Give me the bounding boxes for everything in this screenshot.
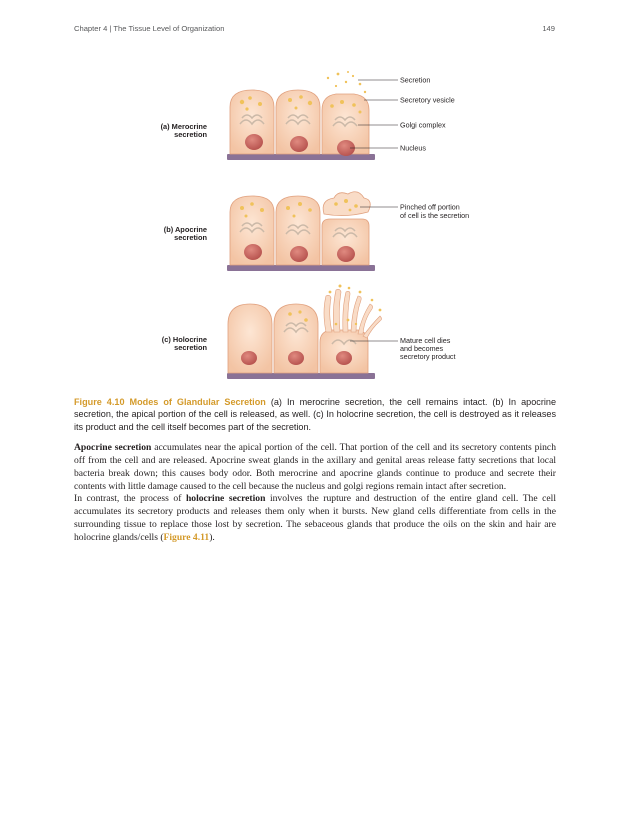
label-secretory-vesicle: Secretory vesicle [400, 95, 455, 105]
running-header: Chapter 4 | The Tissue Level of Organization [74, 24, 225, 33]
nucleus [337, 246, 355, 262]
panel-name: Merocrine [171, 122, 207, 131]
nucleus [290, 246, 308, 262]
cell [274, 304, 318, 373]
body-paragraph [74, 442, 556, 494]
panel-a-merocrine [161, 71, 455, 160]
basement-membrane [227, 373, 375, 379]
label-mature-2: and becomes [400, 344, 444, 353]
body-paragraph [74, 493, 556, 545]
figure-link[interactable]: Figure 4.11 [163, 531, 210, 543]
panel-word: secretion [174, 130, 207, 139]
panel-word: secretion [174, 343, 207, 352]
basement-membrane [227, 265, 375, 271]
cell [228, 304, 272, 373]
panel-letter: (a) [160, 122, 170, 131]
panel-letter: (b) [163, 225, 174, 234]
label-mature-3: secretory product [400, 352, 456, 361]
cell [320, 330, 368, 373]
paragraph-text: involves the rupture and destruction of the entire gland cell. The cell accumulates its secretory products and releases them only when it bursts. New gland cells differentiate from cells in the surrounding tissue to replace those lost by secretion. The sebaceous glands that produce the oils on the skin and hair are holocrine glands/cells ( [74, 493, 556, 543]
nucleus [241, 351, 257, 365]
label-pinched-off-2: of cell is the secretion [400, 211, 470, 220]
cell [230, 90, 274, 154]
nucleus [245, 134, 263, 150]
pinched-off-portion [323, 192, 370, 216]
paragraph-text: In contrast, the process of [74, 493, 186, 504]
figure-caption [74, 396, 556, 433]
glandular-secretion-figure [150, 62, 480, 392]
nucleus [244, 244, 262, 260]
panel-letter: (c) [161, 335, 171, 344]
panel-c-holocrine [162, 285, 456, 380]
panel-name: Apocrine [174, 225, 207, 234]
label-mature-1: Mature cell dies [400, 336, 451, 345]
nucleus [290, 136, 308, 152]
label-nucleus: Nucleus [400, 143, 426, 153]
cell [276, 90, 320, 154]
figure-caption-text: (a) In merocrine secretion, the cell remains intact. (b) In apocrine secretion, the apical portion of the cell is released, as well. (c) In holocrine secretion, the cell is destroyed as it releases its product and the cell itself becomes part of the secretion. [74, 397, 556, 432]
label-golgi-complex: Golgi complex [400, 120, 446, 130]
term-apocrine: Apocrine secretion [74, 442, 152, 453]
panel-word: secretion [174, 233, 207, 242]
basement-membrane [227, 154, 375, 160]
secretion-droplets [327, 71, 366, 93]
term-holocrine: holocrine secretion [185, 493, 266, 504]
paragraph-text: ). [209, 531, 215, 543]
cell [322, 219, 369, 265]
panel-name: Holocrine [172, 335, 207, 344]
nucleus [336, 351, 352, 365]
label-pinched-off-1: Pinched off portion [400, 202, 460, 212]
paragraph-text: accumulates near the apical portion of the cell. That portion of the cell and its secretory contents pinch off from the cell and are released. Apocrine sweat glands in the axillary and genital areas release fatty secretions that local bacteria break down; this causes body odor. Both merocrine and apocrine glands continue to produce and secrete their contents with little damage caused to the cell because the nucleus and golgi regions remain intact after secretion. [74, 442, 556, 492]
page-number: 149 [542, 24, 555, 33]
cell [230, 196, 274, 265]
figure-caption-title: Figure 4.10 Modes of Glandular Secretion [74, 397, 266, 407]
panel-b-apocrine [164, 192, 469, 271]
label-secretion: Secretion [400, 75, 431, 85]
cell [276, 196, 320, 265]
nucleus [288, 351, 304, 365]
